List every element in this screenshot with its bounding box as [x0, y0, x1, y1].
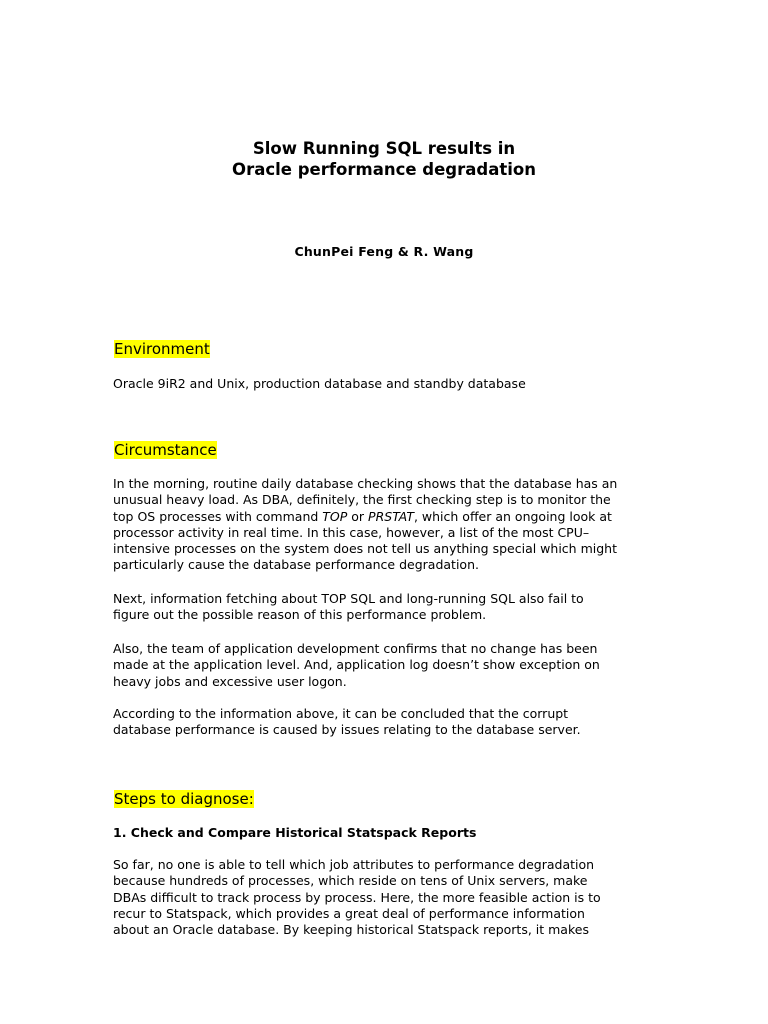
paragraph-line: intensive processes on the system does not tell us anything special which might — [113, 541, 617, 557]
paragraph-line: heavy jobs and excessive user logon. — [113, 673, 347, 689]
steps-heading-colon: : — [248, 790, 254, 808]
paragraph-text: , which offer an ongoing look at — [413, 508, 612, 524]
section-heading-environment — [112, 339, 212, 359]
environment-heading-text: Environment — [114, 340, 210, 358]
circumstance-paragraph-1 — [113, 476, 673, 574]
steps-heading-text — [114, 790, 254, 808]
paragraph-line: DBAs difficult to track process by process. Here, the more feasible action is to — [113, 889, 601, 905]
circumstance-heading-text: Circumstance — [114, 441, 217, 459]
paragraph-line: figure out the possible reason of this performance problem. — [113, 607, 487, 623]
paragraph-line: So far, no one is able to tell which job attributes to performance degradation — [113, 857, 595, 872]
circumstance-paragraph-2 — [113, 591, 673, 624]
section-heading-steps — [112, 789, 256, 809]
paragraph-text: or — [347, 508, 369, 524]
paragraph-line: Also, the team of application development confirms that no change has been — [113, 641, 598, 656]
paragraph-line: Next, information fetching about TOP SQL and long-running SQL also fail to — [113, 591, 584, 606]
environment-text: Oracle 9iR2 and Unix, production database and standby database — [113, 376, 526, 391]
paragraph-line: processor activity in real time. In this case, however, a list of the most CPU– — [113, 524, 590, 540]
paragraph-line: According to the information above, it can be concluded that the corrupt — [113, 706, 569, 721]
document-title-line1: Slow Running SQL results in — [252, 139, 516, 158]
paragraph-line: because hundreds of processes, which reside on tens of Unix servers, make — [113, 873, 588, 889]
paragraph-line: database performance is caused by issues relating to the database server. — [113, 722, 581, 738]
command-prstat: PRSTAT — [368, 508, 414, 524]
paragraph-line: In the morning, routine daily database checking shows that the database has an — [113, 476, 618, 491]
paragraph-line: recur to Statspack, which provides a great deal of performance information — [113, 905, 585, 921]
paragraph-line: made at the application level. And, application log doesn’t show exception on — [113, 657, 600, 673]
document-authors: ChunPei Feng & R. Wang — [294, 244, 474, 259]
environment-paragraph — [113, 376, 673, 392]
command-top: TOP — [322, 508, 348, 524]
paragraph-line: unusual heavy load. As DBA, definitely, the first checking step is to monitor the — [113, 492, 611, 508]
step1-heading: 1. Check and Compare Historical Statspack Reports — [113, 825, 477, 840]
circumstance-paragraph-3 — [113, 641, 673, 690]
paragraph-line: particularly cause the database performance degradation. — [113, 557, 479, 573]
step1-paragraph — [113, 857, 673, 938]
document-title-line2: Oracle performance degradation — [232, 160, 536, 179]
circumstance-paragraph-4 — [113, 706, 673, 739]
paragraph-line — [113, 509, 673, 525]
steps-heading-label: Steps to diagnose — [114, 790, 249, 808]
paragraph-line: about an Oracle database. By keeping historical Statspack reports, it makes — [113, 922, 589, 938]
section-heading-circumstance — [112, 440, 219, 460]
paragraph-text: top OS processes with command — [113, 508, 323, 524]
